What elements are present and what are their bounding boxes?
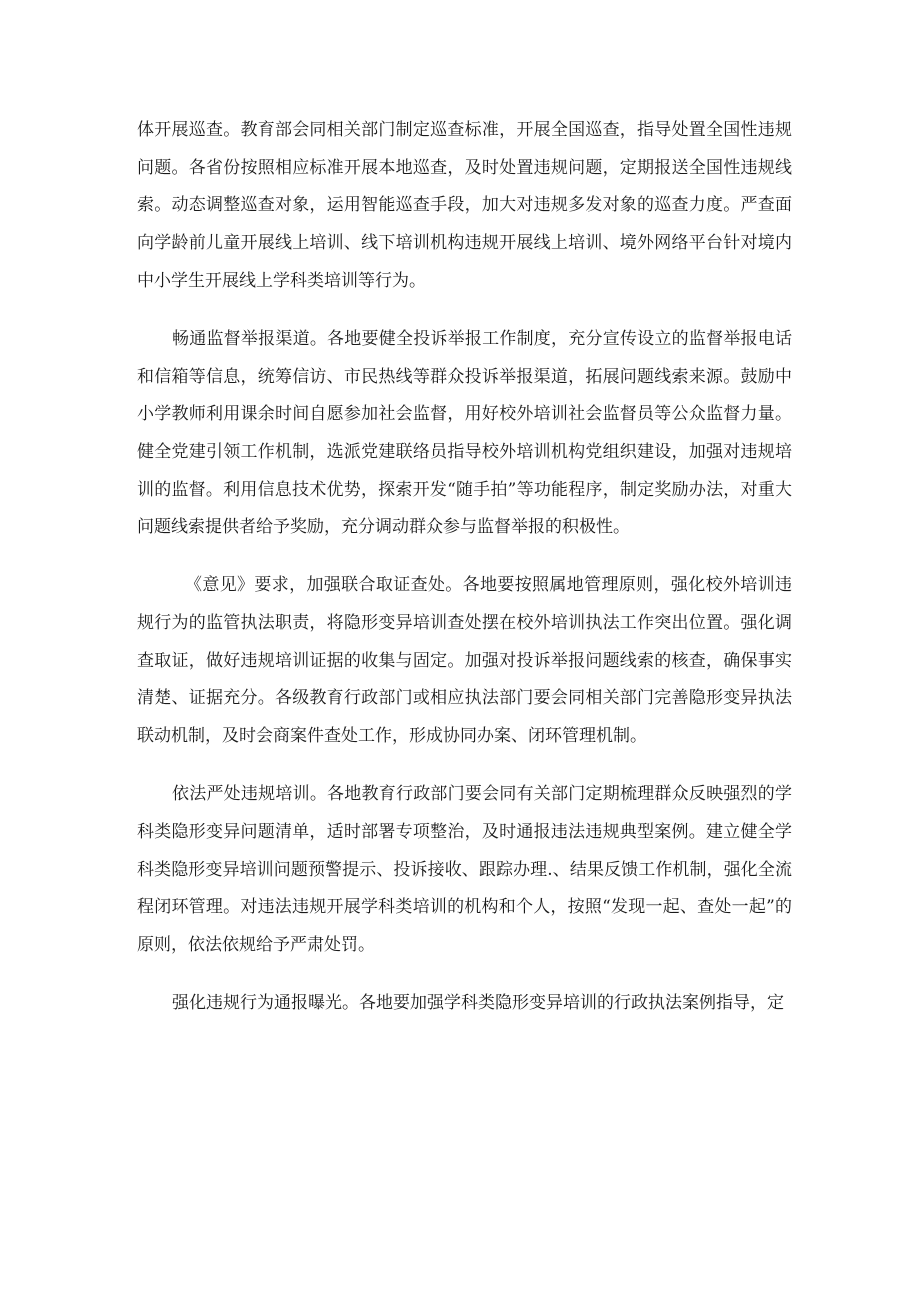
paragraph-patrol-inspection: 体开展巡查。教育部会同相关部门制定巡查标准，开展全国巡查，指导处置全国性违规问题。各省份按照相应标准开展本地巡查，及时处置违规问题，定期报送全国性违规线索。动态调整巡查对象，运用智能巡查手段，加大对违规多发对象的巡查力度。严查面向学龄前儿童开展线上培训、线下培训机构违规开展线上培训、境外网络平台针对境内中小学生开展线上学科类培训等行为。 <box>137 120 792 291</box>
paragraph-joint-investigation: 《意见》要求，加强联合取证查处。各地要按照属地管理原则，强化校外培训违规行为的监管执法职责，将隐形变异培训查处摆在校外培训执法工作突出位置。强化调查取证，做好违规培训证据的收集与固定。加强对投诉举报问题线索的核查，确保事实清楚、证据充分。各级教育行政部门或相应执法部门要会同相关部门完善隐形变异执法联动机制，及时会商案件查处工作，形成协同办案、闭环管理机制。 <box>137 575 792 747</box>
paragraph-public-exposure: 强化违规行为通报曝光。各地要加强学科类隐形变异培训的行政执法案例指导，定 <box>172 992 784 1013</box>
paragraph-reporting-channels: 畅通监督举报渠道。各地要健全投诉举报工作制度，充分宣传设立的监督举报电话和信箱等信息，统筹信访、市民热线等群众投诉举报渠道，拓展问题线索来源。鼓励中小学教师利用课余时间自愿参加社会监督，用好校外培训社会监督员等公众监督力量。健全党建引领工作机制，选派党建联络员指导校外培训机构党组织建设，加强对违规培训的监督。利用信息技术优势，探索开发“随手拍”等功能程序，制定奖励办法，对重大问题线索提供者给予奖励，充分调动群众参与监督举报的积极性。 <box>137 328 792 538</box>
paragraph-strict-punishment: 依法严处违规培训。各地教育行政部门要会同有关部门定期梳理群众反映强烈的学科类隐形变异问题清单，适时部署专项整治，及时通报违法违规典型案例。建立健全学科类隐形变异培训问题预警提示、投诉接收、跟踪办理.、结果反馈工作机制，强化全流程闭环管理。对违法违规开展学科类培训的机构和个人，按照“发现一起、查处一起”的原则，依法依规给予严肃处罚。 <box>137 784 792 955</box>
document-body <box>137 112 792 1023</box>
